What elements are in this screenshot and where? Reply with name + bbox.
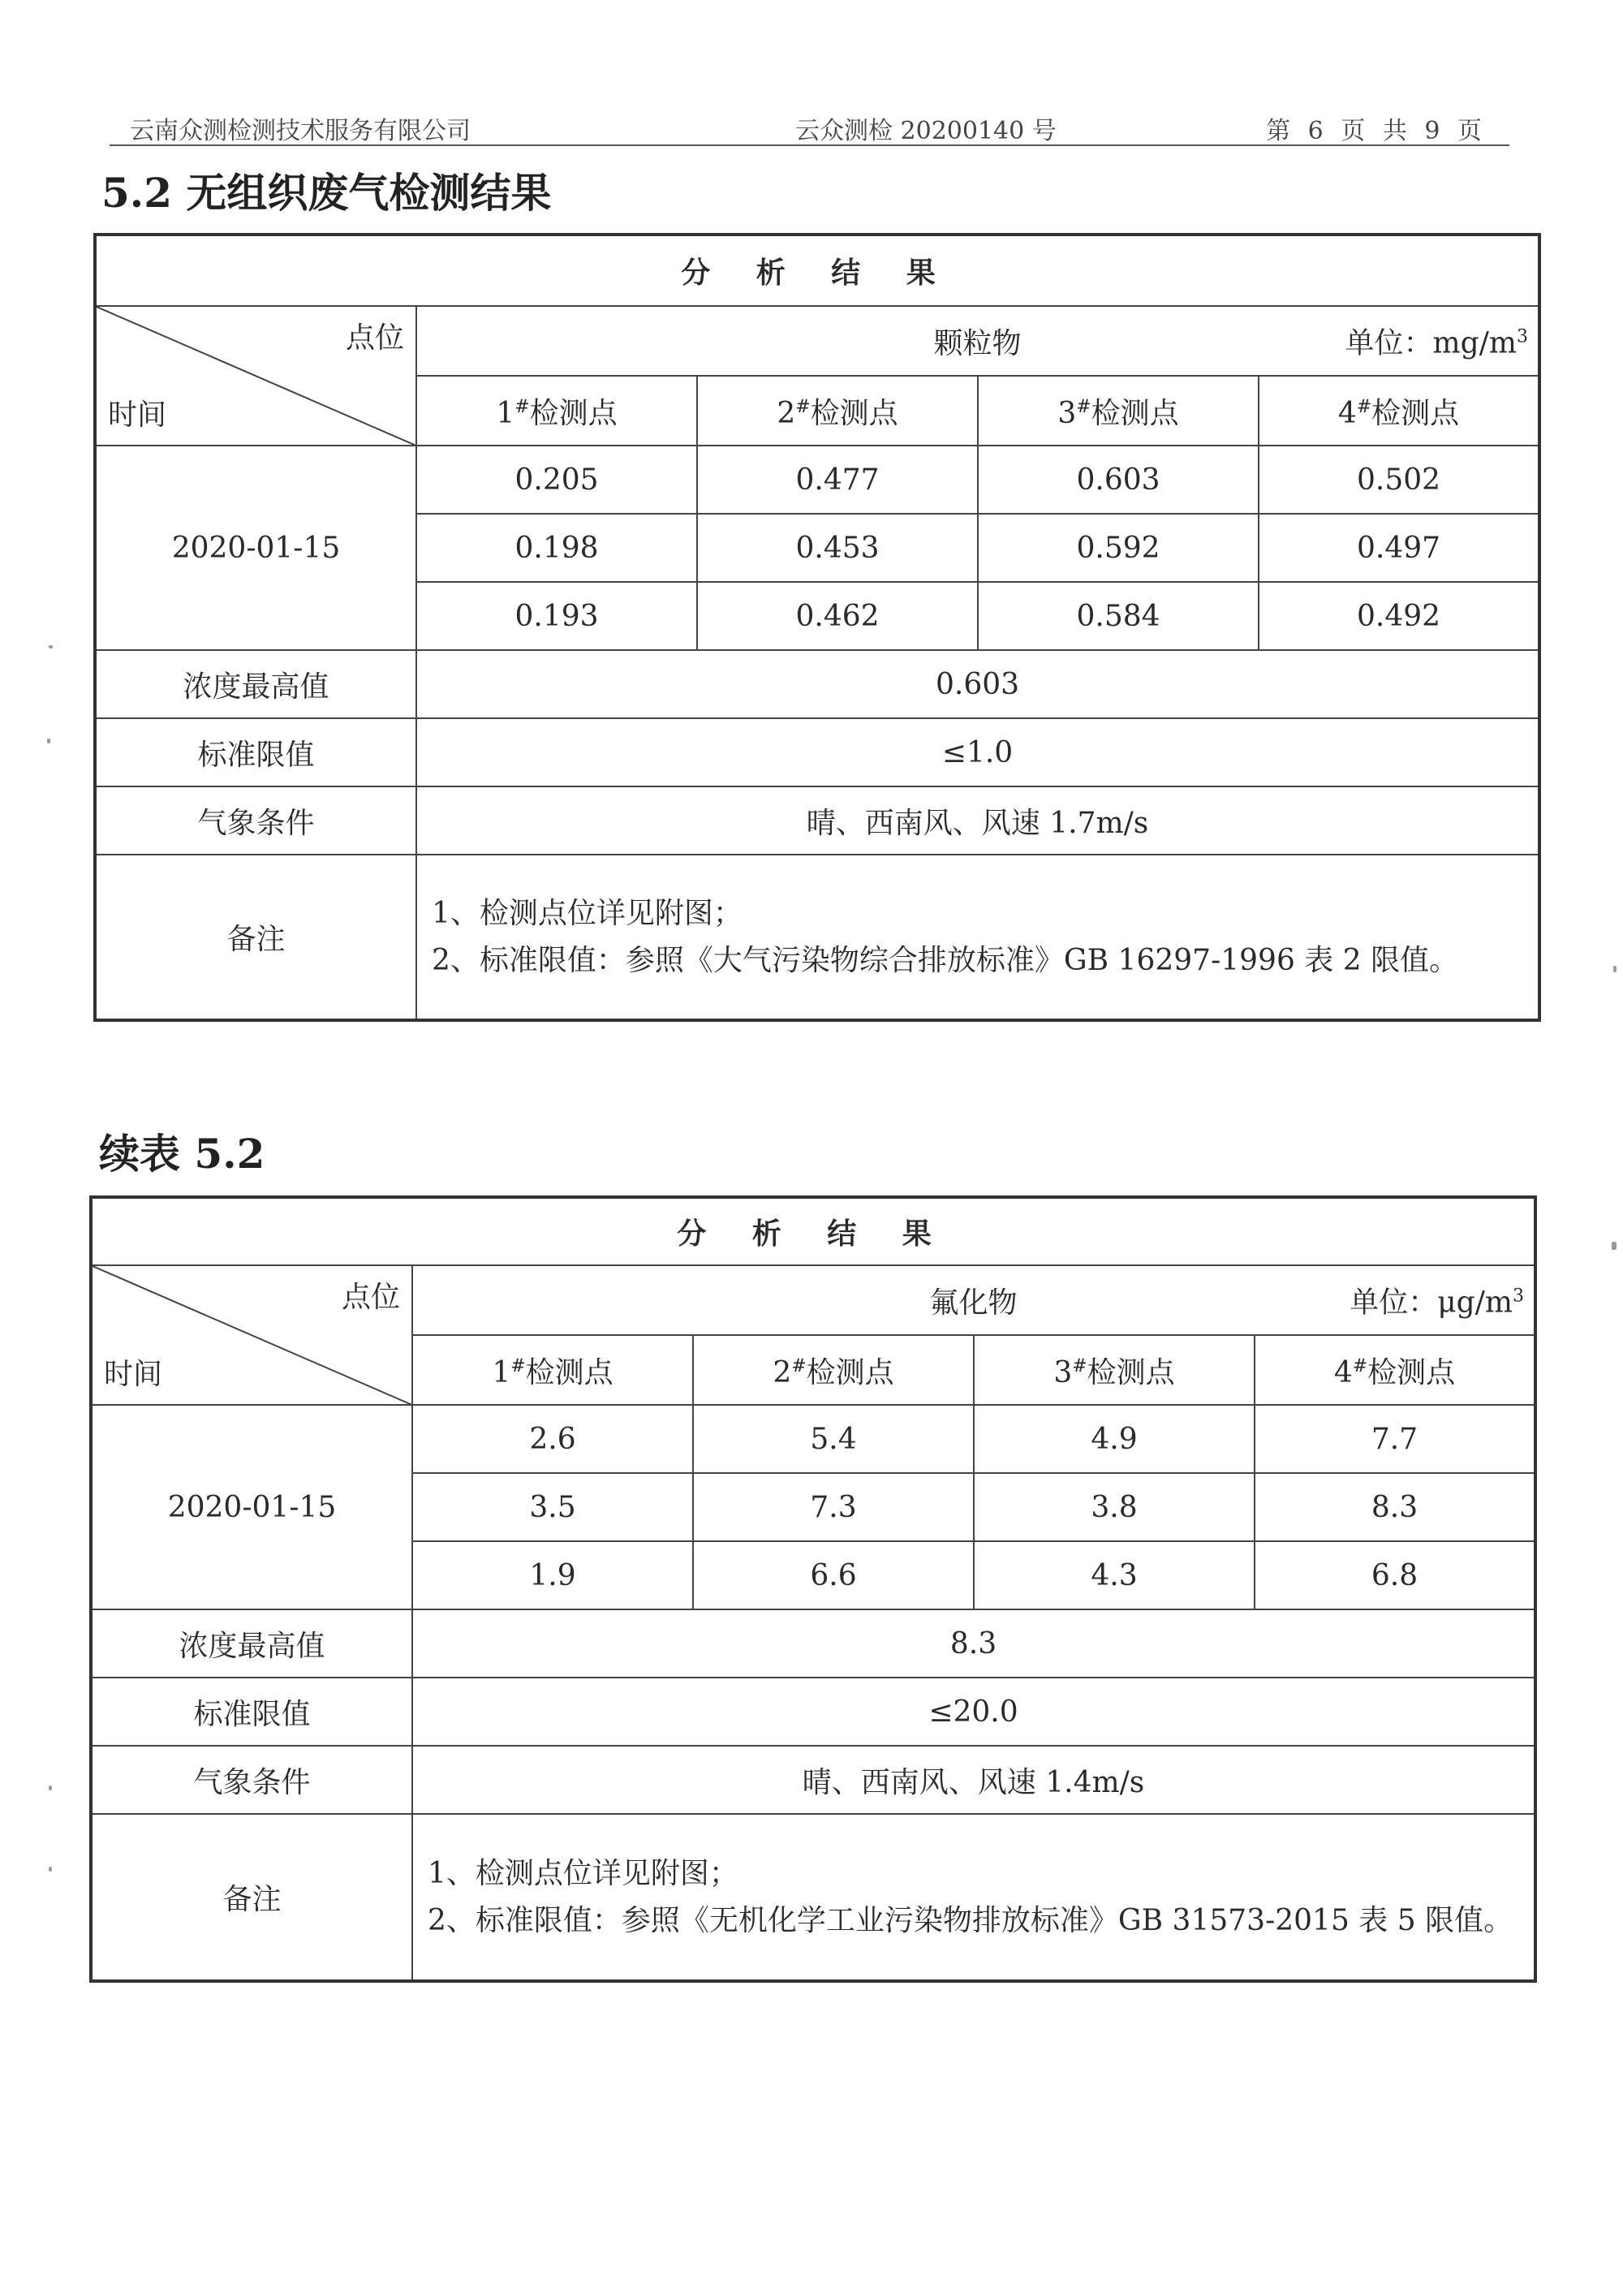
limit-value: ≤1.0: [416, 718, 1539, 786]
weather-label: 气象条件: [91, 1746, 412, 1814]
scan-mark: [1612, 1242, 1617, 1250]
limit-label: 标准限值: [95, 718, 416, 786]
corner-label-time: 时间: [108, 398, 167, 432]
max-label: 浓度最高值: [91, 1609, 412, 1678]
value-cell: 1.9: [412, 1541, 693, 1609]
corner-header-cell: [91, 1265, 412, 1405]
weather-label: 气象条件: [95, 786, 416, 855]
section-title-2: 续表 5.2: [99, 1130, 265, 1178]
report-number: 云众测检 20200140 号: [795, 117, 1057, 145]
point-header: 3#检测点: [974, 1335, 1255, 1405]
value-cell: 7.7: [1255, 1405, 1535, 1473]
scan-mark: [49, 645, 53, 648]
notes-label: 备注: [91, 1814, 412, 1981]
scan-mark: [47, 739, 50, 743]
weather-value: 晴、西南风、风速 1.7m/s: [416, 786, 1539, 855]
value-cell: 6.8: [1255, 1541, 1535, 1609]
weather-value: 晴、西南风、风速 1.4m/s: [412, 1746, 1535, 1814]
value-cell: 6.6: [693, 1541, 974, 1609]
value-cell: 0.592: [978, 514, 1259, 582]
company-name: 云南众测检测技术服务有限公司: [130, 117, 471, 145]
value-cell: 4.3: [974, 1541, 1255, 1609]
value-cell: 8.3: [1255, 1473, 1535, 1541]
scan-mark: [49, 1867, 52, 1872]
section-title-1: 5.2 无组织废气检测结果: [101, 169, 552, 217]
point-header: 2#检测点: [693, 1335, 974, 1405]
point-header: 2#检测点: [697, 376, 978, 446]
corner-label-point: 点位: [345, 321, 404, 355]
value-cell: 3.5: [412, 1473, 693, 1541]
value-cell: 0.492: [1259, 582, 1539, 650]
notes-label: 备注: [95, 855, 416, 1020]
limit-value: ≤20.0: [412, 1678, 1535, 1746]
point-header: 4#检测点: [1255, 1335, 1535, 1405]
page-header: [110, 104, 1509, 146]
notes-content: [412, 1814, 1535, 1981]
value-cell: 7.3: [693, 1473, 974, 1541]
value-cell: 0.193: [416, 582, 697, 650]
scan-mark: [1613, 966, 1617, 972]
value-cell: 0.453: [697, 514, 978, 582]
value-cell: 0.584: [978, 582, 1259, 650]
pollutant-header: [416, 306, 1539, 376]
corner-label-point: 点位: [341, 1281, 400, 1314]
notes-content: [416, 855, 1539, 1020]
date-cell: 2020-01-15: [91, 1405, 412, 1609]
note-line-2: 2、标准限值：参照《无机化学工业污染物排放标准》GB 31573-2015 表 5 限值。: [428, 1903, 1513, 1937]
max-label: 浓度最高值: [95, 650, 416, 718]
scan-mark: [49, 1786, 52, 1790]
results-table-1: [93, 233, 1541, 1022]
value-cell: 2.6: [412, 1405, 693, 1473]
point-header: 3#检测点: [978, 376, 1259, 446]
point-header: 1#检测点: [412, 1335, 693, 1405]
note-line-2: 2、标准限值：参照《大气污染物综合排放标准》GB 16297-1996 表 2 限值。: [432, 943, 1459, 977]
corner-label-time: 时间: [104, 1358, 163, 1391]
value-cell: 0.502: [1259, 446, 1539, 514]
unit-label: 单位：$mg/m^3$: [1345, 326, 1528, 360]
pollutant-header: [412, 1265, 1535, 1335]
unit-label: 单位：$\mu g/m^3$: [1350, 1286, 1524, 1320]
max-value: 8.3: [412, 1609, 1535, 1678]
table-title: 分 析 结 果: [95, 235, 1539, 306]
value-cell: 0.603: [978, 446, 1259, 514]
max-value: 0.603: [416, 650, 1539, 718]
value-cell: 0.205: [416, 446, 697, 514]
note-line-1: 1、检测点位详见附图；: [432, 896, 743, 930]
note-line-1: 1、检测点位详见附图；: [428, 1856, 738, 1890]
point-header: 4#检测点: [1259, 376, 1539, 446]
value-cell: 5.4: [693, 1405, 974, 1473]
value-cell: 0.497: [1259, 514, 1539, 582]
corner-header-cell: [95, 306, 416, 446]
results-table-2: [89, 1195, 1537, 1983]
limit-label: 标准限值: [91, 1678, 412, 1746]
date-cell: 2020-01-15: [95, 446, 416, 650]
value-cell: 0.477: [697, 446, 978, 514]
point-header: 1#检测点: [416, 376, 697, 446]
table-title: 分 析 结 果: [91, 1197, 1535, 1265]
pollutant-name: 颗粒物: [933, 326, 1022, 360]
pollutant-name: 氟化物: [929, 1286, 1018, 1320]
value-cell: 4.9: [974, 1405, 1255, 1473]
value-cell: 0.198: [416, 514, 697, 582]
value-cell: 0.462: [697, 582, 978, 650]
value-cell: 3.8: [974, 1473, 1255, 1541]
page-number: 第 6 页 共 9 页: [1266, 117, 1487, 145]
